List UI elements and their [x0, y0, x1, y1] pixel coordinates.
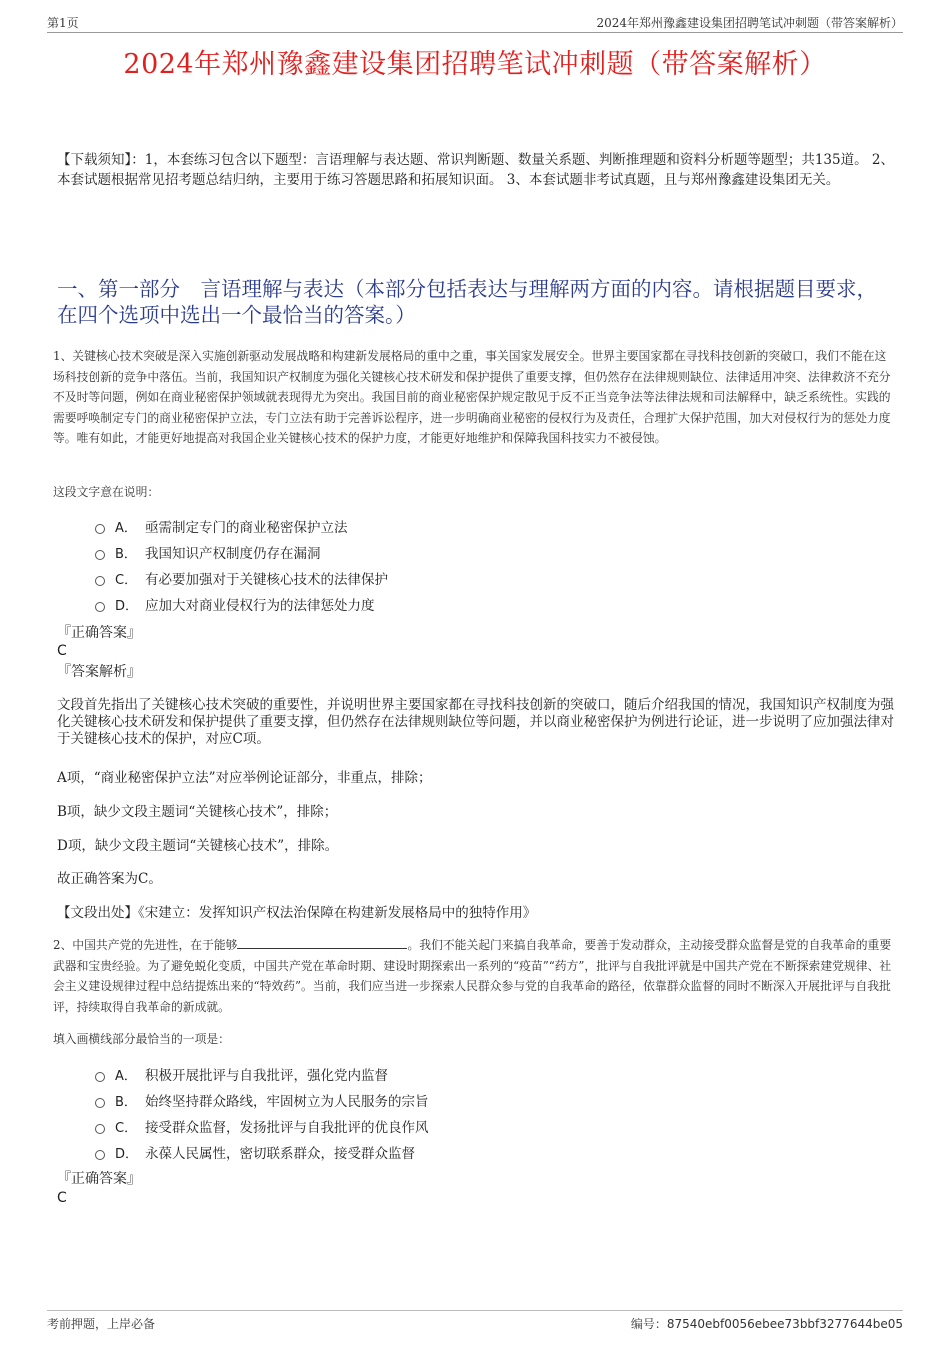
question-1-analysis: 文段首先指出了关键核心技术突破的重要性，并说明世界主要国家都在寻找科技创新的突破口，随后介绍我国的情况，我国知识产权制度为强化关键核心技术研发和保护提供了重要支撑，但仍然存在法律规则缺位等问题，并以商业秘密保护为例进行论证，进一步说明了应加强法律对于关键核心技术的保护，对应C项。 [57, 697, 894, 747]
question-2-option-c[interactable]: C． 接受群众监督，发扬批评与自我批评的优良作风 [95, 1113, 795, 1139]
question-1-option-c[interactable]: C． 有必要加强对于关键核心技术的法律保护 [95, 565, 795, 591]
question-2-options [95, 1061, 795, 1165]
question-1-analysis-b: B项，缺少文段主题词“关键核心技术”，排除； [57, 804, 338, 820]
fill-in-blank [237, 936, 407, 949]
page-footer [47, 1310, 903, 1337]
page-number: 第1页 [47, 16, 79, 30]
question-1-conclusion: 故正确答案为C。 [57, 871, 162, 887]
question-1-analysis-d: D项，缺少文段主题词“关键核心技术”，排除。 [57, 838, 339, 854]
question-1-option-d[interactable]: D． 应加大对商业侵权行为的法律惩处力度 [95, 591, 795, 617]
radio-icon[interactable] [95, 602, 105, 612]
question-1-text: 1、关键核心技术突破是深入实施创新驱动发展战略和构建新发展格局的重中之重，事关国家发展安全。世界主要国家都在寻找科技创新的突破口，我们不能在这场科技创新的竞争中落伍。当前，我国知识产权制度为强化关键核心技术研发和保护提供了重要支撑，但仍然存在法律规则缺位、法律适用冲突、法律救济不充分不及时等问题，例如在商业秘密保护领域就表现得尤为突出。我国目前的商业秘密保护规定散见于反不正当竞争法等法律法规和司法解释中，缺乏系统性。实践的需要呼唤制定专门的商业秘密保护立法，专门立法有助于完善诉讼程序，进一步明确商业秘密的侵权行为及责任，合理扩大保护范围，加大对侵权行为的惩处力度等。唯有如此，才能更好地提高对我国企业关键核心技术的保护力度，才能更好地维护和保障我国科技实力不被侵蚀。 [53, 349, 891, 445]
question-2-answer: C [57, 1190, 67, 1206]
question-1-option-b[interactable]: B． 我国知识产权制度仍存在漏洞 [95, 539, 795, 565]
question-1-answer: C [57, 643, 67, 659]
document-title: 2024年郑州豫鑫建设集团招聘笔试冲刺题（带答案解析） [123, 49, 827, 80]
question-1-analysis-label: 『答案解析』 [57, 664, 141, 680]
page-header [47, 12, 903, 33]
question-1-source: 【文段出处】《宋建立：发挥知识产权法治保障在构建新发展格局中的独特作用》 [57, 905, 537, 921]
radio-icon[interactable] [95, 524, 105, 534]
question-2-text: 2、中国共产党的先进性，在于能够 。我们不能关起门来搞自我革命，要善于发动群众，主动接受群众监督是党的自我革命的重要武器和宝贵经验。为了避免蜕化变质，中国共产党在革命时期、建设时期探索出一系列的“疫苗”“药方”，批评与自我批评就是中国共产党在不断探索建党规律、社会主义建设规律过程中总结提炼出来的“特效药”。当前，我们应当进一步探索人民群众参与党的自我革命的路径，依靠群众监督的同时不断深入开展批评与自我批评，持续取得自我革命的新成就。 [53, 938, 892, 1014]
radio-icon[interactable] [95, 1150, 105, 1160]
radio-icon[interactable] [95, 1072, 105, 1082]
question-1-prompt: 这段文字意在说明： [53, 485, 160, 499]
section-heading: 一、第一部分 言语理解与表达（本部分包括表达与理解两方面的内容。请根据题目要求，在四个选项中选出一个最恰当的答案。） [57, 277, 877, 327]
footer-slogan: 考前押题，上岸必备 [47, 1317, 156, 1331]
radio-icon[interactable] [95, 1098, 105, 1108]
radio-icon[interactable] [95, 576, 105, 586]
question-1-analysis-a: A项，“商业秘密保护立法”对应举例论证部分，非重点，排除； [57, 770, 432, 786]
header-doc-title: 2024年郑州豫鑫建设集团招聘笔试冲刺题（带答案解析） [596, 16, 903, 30]
download-notice: 【下载须知】：1，本套练习包含以下题型：言语理解与表达题、常识判断题、数量关系题、判断推理题和资料分析题等题型；共135道。 2、本套试题根据常见招考题总结归纳，主要用于练习答题思路和拓展知识面。 3、本套试题非考试真题，且与郑州豫鑫建设集团无关。 [57, 152, 894, 188]
footer-code: 编号：87540ebf0056ebee73bbf3277644be05 [630, 1317, 903, 1331]
question-2-prompt: 填入画横线部分最恰当的一项是： [53, 1032, 230, 1046]
question-2-option-b[interactable]: B． 始终坚持群众路线，牢固树立为人民服务的宗旨 [95, 1087, 795, 1113]
question-1-answer-label: 『正确答案』 [57, 625, 141, 641]
radio-icon[interactable] [95, 1124, 105, 1134]
question-2-option-a[interactable]: A． 积极开展批评与自我批评，强化党内监督 [95, 1061, 795, 1087]
question-1-option-a[interactable]: A． 亟需制定专门的商业秘密保护立法 [95, 513, 795, 539]
question-2-answer-label: 『正确答案』 [57, 1171, 141, 1187]
radio-icon[interactable] [95, 550, 105, 560]
question-2-option-d[interactable]: D． 永葆人民属性，密切联系群众，接受群众监督 [95, 1139, 795, 1165]
question-1-options [95, 513, 795, 617]
